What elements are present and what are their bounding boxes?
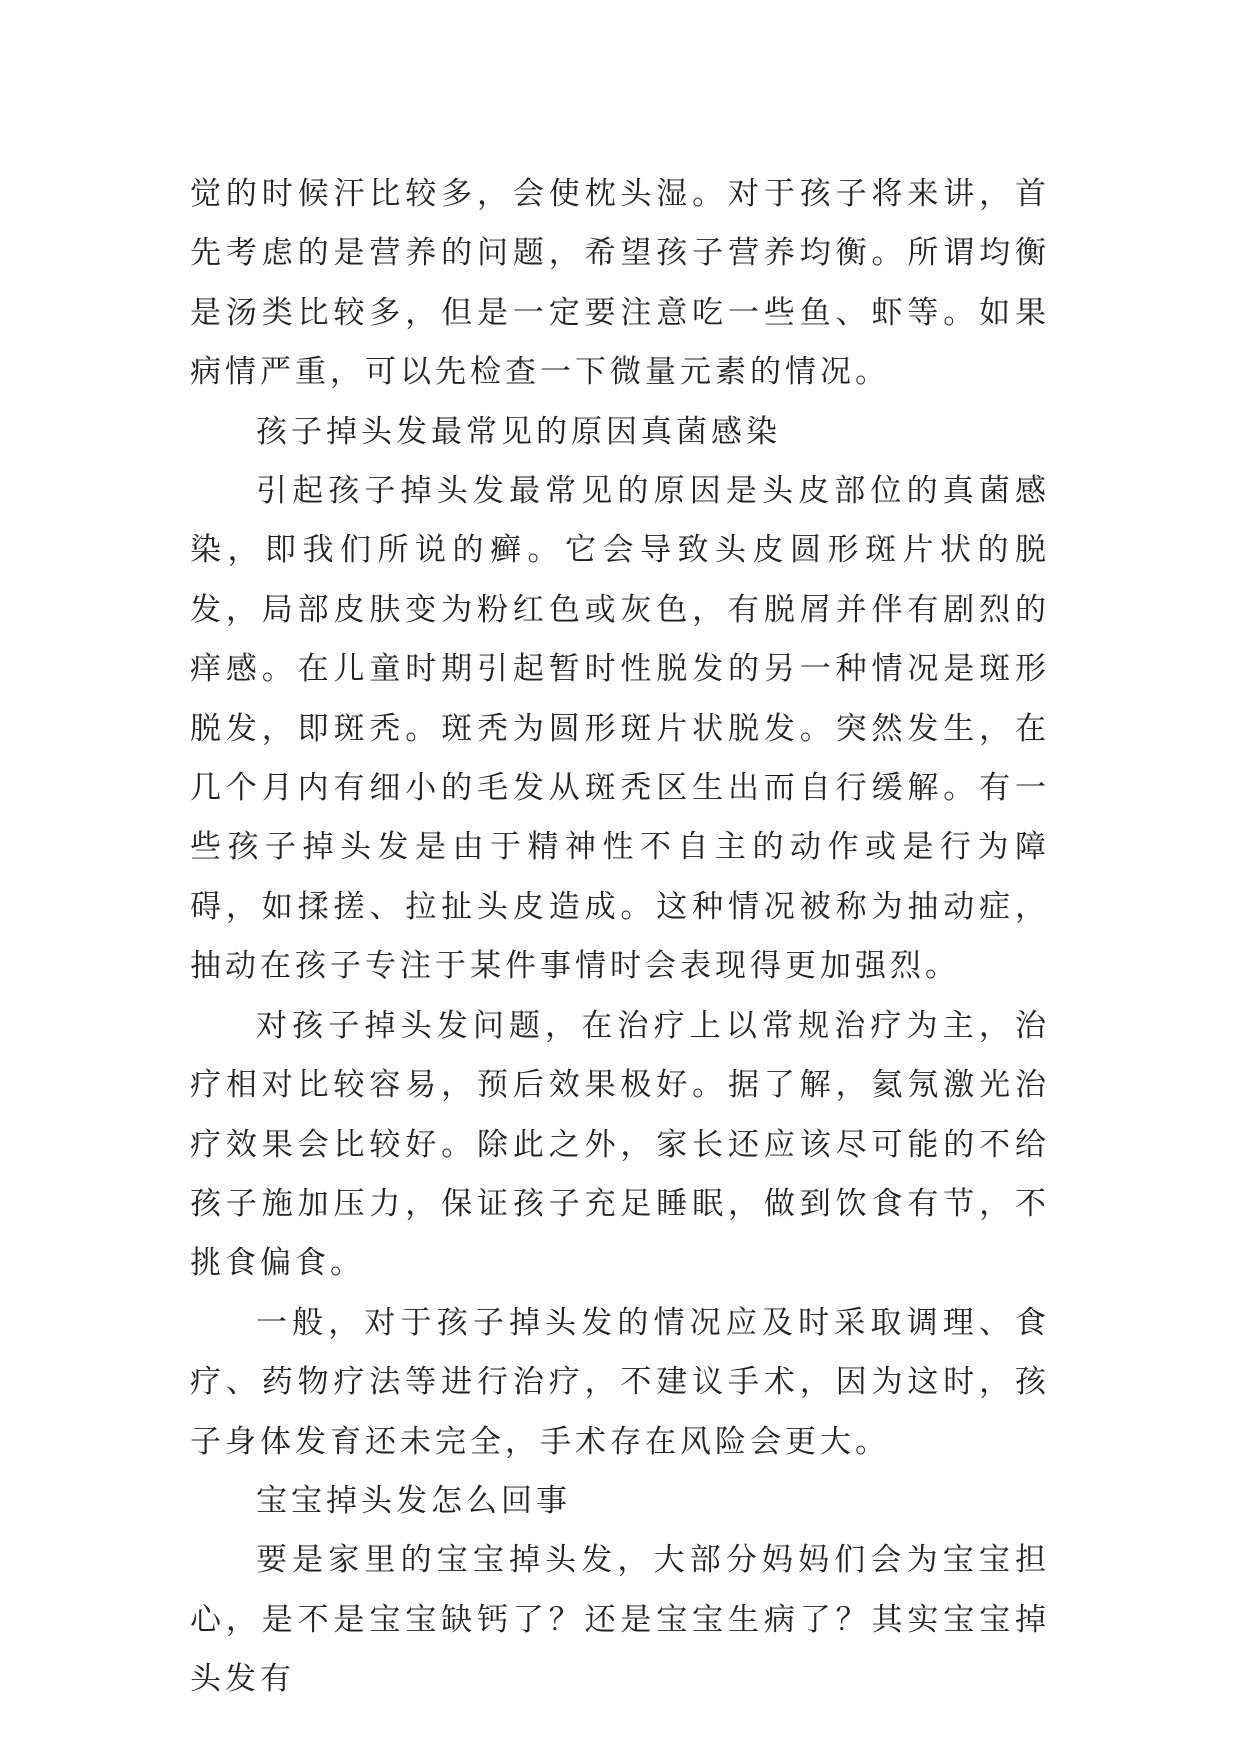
section-heading-fungal-infection: 孩子掉头发最常见的原因真菌感染 bbox=[256, 413, 781, 450]
paragraph-baby-hair-loss: 要是家里的宝宝掉头发，大部分妈妈们会为宝宝担心，是不是宝宝缺钙了？还是宝宝生病了？其实宝宝掉头发有 bbox=[190, 1542, 1050, 1698]
paragraph-causes: 引起孩子掉头发最常见的原因是头皮部位的真菌感染，即我们所说的癣。它会导致头皮圆形斑片状的脱发，局部皮肤变为粉红色或灰色，有脱屑并伴有剧烈的痒感。在儿童时期引起暂时性脱发的另一种情况是斑形脱发，即斑秃。斑秃为圆形斑片状脱发。突然发生，在几个月内有细小的毛发从斑秃区生出而自行缓解。有一些孩子掉头发是由于精神性不自主的动作或是行为障碍，如揉搓、拉扯头皮造成。这种情况被称为抽动症，抽动在孩子专注于某件事情时会表现得更加强烈。 bbox=[190, 473, 1050, 985]
paragraph-continued: 觉的时候汗比较多，会使枕头湿。对于孩子将来讲，首先考虑的是营养的问题，希望孩子营养均衡。所谓均衡是汤类比较多，但是一定要注意吃一些鱼、虾等。如果病情严重，可以先检查一下微量元素的情况。 bbox=[190, 176, 1050, 391]
paragraph-treatment: 对孩子掉头发问题，在治疗上以常规治疗为主，治疗相对比较容易，预后效果极好。据了解，氦氖激光治疗效果会比较好。除此之外，家长还应该尽可能的不给孩子施加压力，保证孩子充足睡眠，做到饮食有节，不挑食偏食。 bbox=[190, 1007, 1050, 1282]
section-heading-baby-hair-loss: 宝宝掉头发怎么回事 bbox=[256, 1482, 571, 1519]
document-body bbox=[190, 165, 1050, 1710]
paragraph-general-advice: 一般，对于孩子掉头发的情况应及时采取调理、食疗、药物疗法等进行治疗，不建议手术，因为这时，孩子身体发育还未完全，手术存在风险会更大。 bbox=[190, 1304, 1050, 1460]
